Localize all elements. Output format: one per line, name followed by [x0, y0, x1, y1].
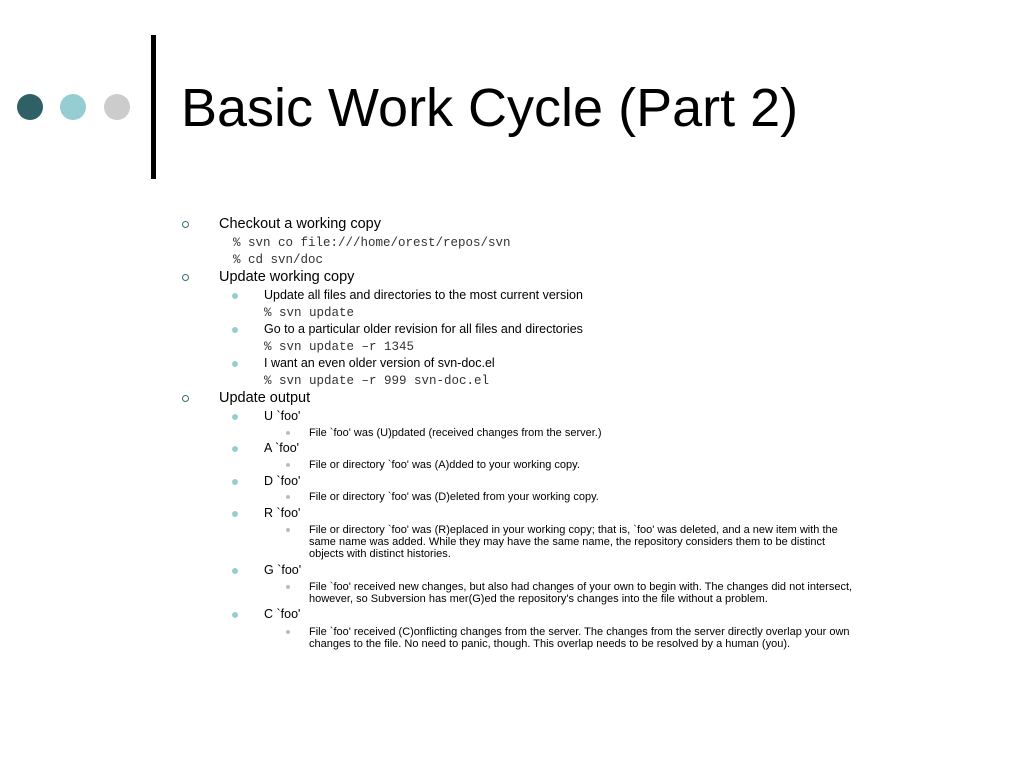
sub-bullet-icon: [232, 327, 238, 333]
decorative-dot-dark: [17, 94, 43, 120]
sub-bullet-icon: [232, 568, 238, 574]
status-code-c: C `foo': [264, 607, 301, 621]
bullet-icon: [182, 221, 189, 228]
bullet-update-working-copy: Update working copy: [219, 269, 355, 285]
detail-text: objects with distinct histories.: [309, 548, 451, 560]
status-code-u: U `foo': [264, 409, 301, 423]
bullet-checkout: Checkout a working copy: [219, 216, 381, 232]
code-line: % svn update –r 1345: [264, 340, 415, 354]
detail-bullet-icon: [286, 630, 290, 634]
code-line: % svn update: [264, 306, 355, 320]
detail-bullet-icon: [286, 431, 290, 435]
detail-bullet-icon: [286, 585, 290, 589]
detail-text: File or directory `foo' was (R)eplaced in your working copy; that is, `foo' was deleted, and a new item with the: [309, 524, 838, 536]
code-line: % svn update –r 999 svn-doc.el: [264, 374, 490, 388]
detail-bullet-icon: [286, 463, 290, 467]
slide-title: Basic Work Cycle (Part 2): [181, 78, 799, 138]
bullet-update-output: Update output: [219, 390, 311, 406]
detail-text: File `foo' received new changes, but also had changes of your own to begin with. The changes did not intersect,: [309, 581, 853, 593]
detail-bullet-icon: [286, 528, 290, 532]
sub-bullet-icon: [232, 361, 238, 367]
detail-text: File or directory `foo' was (D)eleted from your working copy.: [309, 491, 599, 503]
status-code-r: R `foo': [264, 506, 301, 520]
detail-text: however, so Subversion has mer(G)ed the repository's changes into the file without a problem.: [309, 593, 768, 605]
decorative-dot-gray: [104, 94, 130, 120]
sub-bullet-icon: [232, 446, 238, 452]
sub-bullet-icon: [232, 293, 238, 299]
status-code-a: A `foo': [264, 441, 300, 455]
sub-bullet: Update all files and directories to the most current version: [264, 288, 583, 302]
detail-text: File `foo' received (C)onflicting changes from the server. The changes from the server directly overlap your own: [309, 626, 850, 638]
code-line: % svn co file:///home/orest/repos/svn: [233, 236, 511, 250]
sub-bullet-icon: [232, 414, 238, 420]
decorative-dot-light: [60, 94, 86, 120]
detail-text: same name was added. While they may have the same name, the repository considers them to be distinct: [309, 536, 826, 548]
sub-bullet-icon: [232, 612, 238, 618]
detail-text: changes to the file. No need to panic, though. This overlap needs to be resolved by a human (you).: [309, 638, 791, 650]
status-code-d: D `foo': [264, 474, 301, 488]
detail-bullet-icon: [286, 495, 290, 499]
code-line: % cd svn/doc: [233, 253, 324, 267]
bullet-icon: [182, 395, 189, 402]
sub-bullet-icon: [232, 511, 238, 517]
sub-bullet: Go to a particular older revision for all files and directories: [264, 322, 583, 336]
detail-text: File `foo' was (U)pdated (received changes from the server.): [309, 427, 602, 439]
bullet-icon: [182, 274, 189, 281]
detail-text: File or directory `foo' was (A)dded to your working copy.: [309, 459, 580, 471]
sub-bullet-icon: [232, 479, 238, 485]
sub-bullet: I want an even older version of svn-doc.el: [264, 356, 495, 370]
title-divider: [151, 35, 156, 179]
status-code-g: G `foo': [264, 563, 302, 577]
